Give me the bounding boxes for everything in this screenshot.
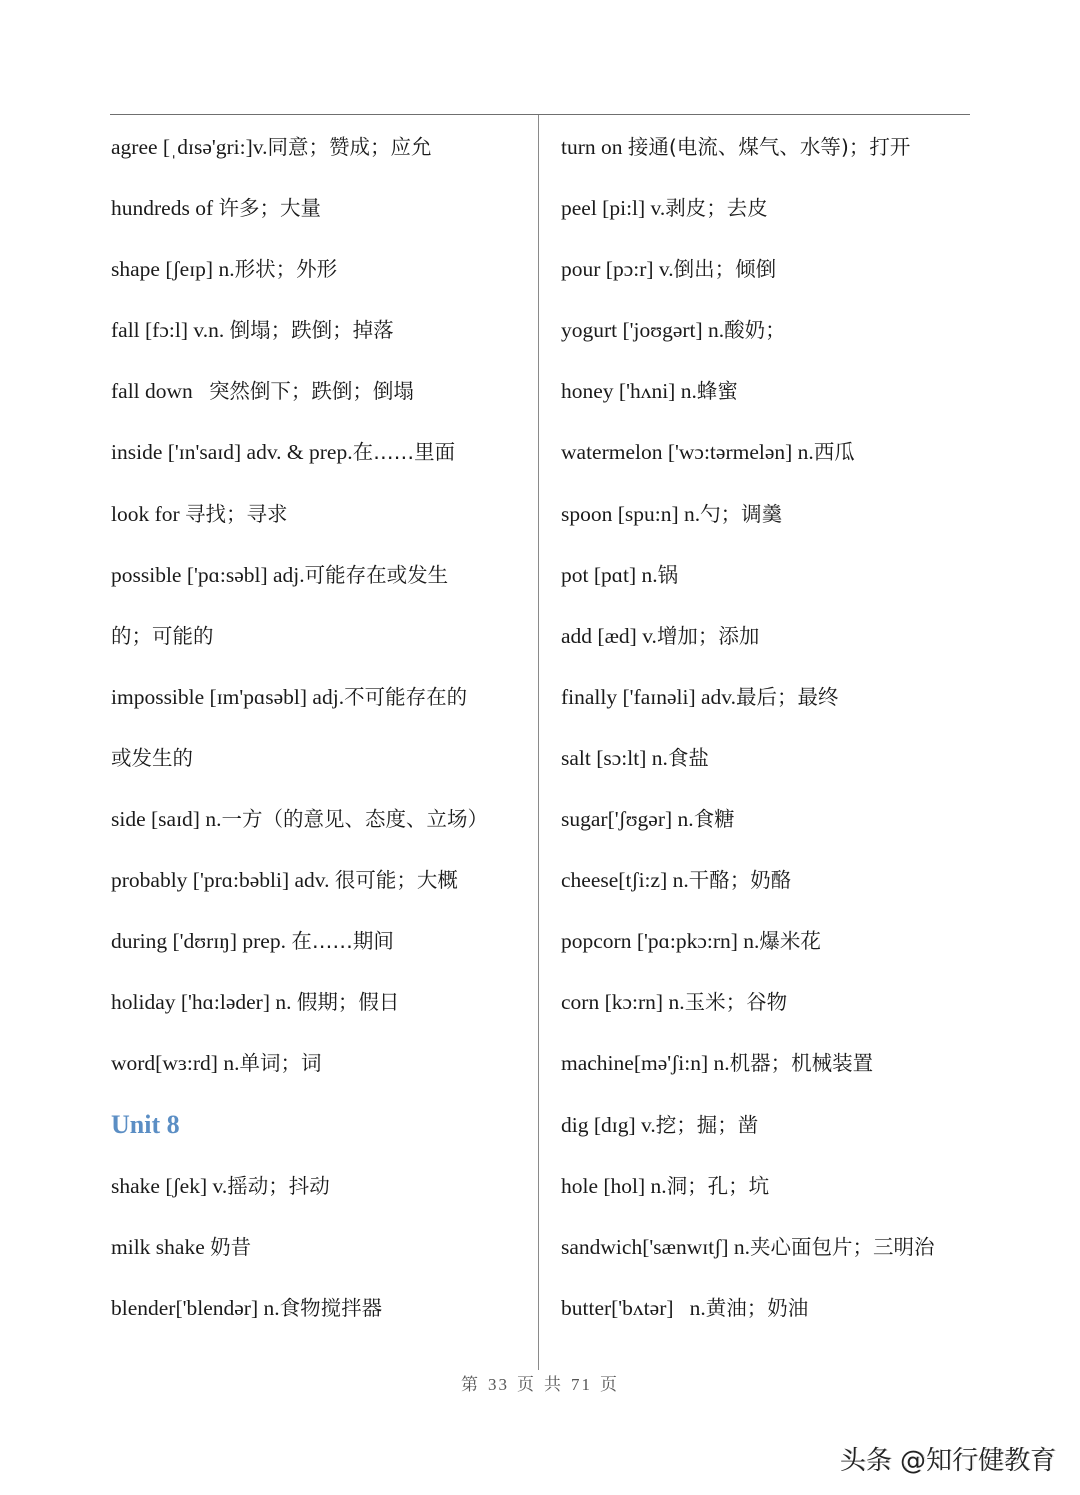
vocab-entry: shake [ʃek] v.摇动；抖动 (111, 1173, 330, 1198)
vocab-entry: word[wɜ:rd] n.单词；词 (111, 1051, 322, 1076)
vocab-entry-continuation: 的；可能的 (111, 623, 214, 648)
vocab-entry: probably ['prɑ:bəbli] adv. 很可能；大概 (111, 868, 458, 893)
vocab-entry: finally ['faɪnəli] adv.最后；最终 (561, 684, 839, 709)
vocab-entry: fall down 突然倒下；跌倒；倒塌 (111, 379, 414, 404)
vocab-entry: watermelon ['wɔ:tərmelən] n.西瓜 (561, 440, 855, 465)
vocab-entry: cheese[tʃi:z] n.干酪；奶酪 (561, 868, 792, 893)
vocab-entry: butter['bʌtər] n.黄油；奶油 (561, 1295, 809, 1320)
vocab-entry: holiday ['hɑ:ləder] n. 假期；假日 (111, 990, 400, 1015)
vocab-entry: hundreds of 许多；大量 (111, 196, 321, 221)
vocab-entry: popcorn ['pɑ:pkɔ:rn] n.爆米花 (561, 929, 821, 954)
vocab-entry: dig [dɪg] v.挖；掘；凿 (561, 1112, 759, 1137)
vocab-entry: salt [sɔ:lt] n.食盐 (561, 745, 709, 770)
unit-heading: Unit 8 (111, 1109, 180, 1139)
vocab-entry: spoon [spu:n] n.勺；调羹 (561, 501, 783, 526)
column-divider (538, 115, 539, 1370)
vocab-entry: hole [hol] n.洞；孔；坑 (561, 1173, 770, 1198)
vocab-entry: pour [pɔ:r] v.倒出；倾倒 (561, 257, 777, 282)
vocab-entry: during ['dʊrɪŋ] prep. 在……期间 (111, 929, 394, 954)
vocab-entry: peel [pi:l] v.剥皮；去皮 (561, 196, 768, 221)
vocab-entry: corn [kɔ:rn] n.玉米；谷物 (561, 990, 788, 1015)
vocab-entry: possible ['pɑ:səbl] adj.可能存在或发生 (111, 562, 449, 587)
vocab-entry-continuation: 或发生的 (111, 745, 193, 770)
vocab-entry: agree [ˌdɪsə'gri:]v.同意；赞成；应允 (111, 135, 432, 159)
vocab-entry: turn on 接通(电流、煤气、水等)；打开 (561, 135, 911, 159)
right-column (561, 118, 976, 1340)
vocab-entry: pot [pɑt] n.锅 (561, 562, 679, 587)
vocab-entry: honey ['hʌni] n.蜂蜜 (561, 379, 738, 404)
vocab-entry: fall [fɔ:l] v.n. 倒塌；跌倒；掉落 (111, 318, 394, 343)
vocab-entry: look for 寻找；寻求 (111, 501, 288, 526)
page-number-footer: 第 33 页 共 71 页 (461, 1375, 619, 1394)
left-column (111, 118, 531, 1340)
vocab-entry: impossible [ɪm'pɑsəbl] adj.不可能存在的 (111, 684, 468, 709)
vocab-entry: yogurt ['joʊgərt] n.酸奶； (561, 318, 786, 343)
vocab-entry: inside ['ɪn'saɪd] adv. & prep.在……里面 (111, 440, 456, 465)
vocab-entry: side [saɪd] n.一方（的意见、态度、立场） (111, 807, 488, 832)
vocab-entry: add [æd] v.增加；添加 (561, 623, 760, 648)
vocab-entry: sugar['ʃʊgər] n.食糖 (561, 807, 735, 832)
vocab-entry: milk shake 奶昔 (111, 1234, 252, 1259)
vocab-entry: blender['blendər] n.食物搅拌器 (111, 1295, 383, 1320)
vocab-entry: sandwich['sænwɪtʃ] n.夹心面包片；三明治 (561, 1234, 935, 1259)
current-page: 33 (488, 1375, 509, 1394)
vocab-entry: shape [ʃeɪp] n.形状；外形 (111, 257, 338, 282)
total-pages: 71 (571, 1375, 592, 1394)
vocab-entry: machine[mə'ʃi:n] n.机器；机械装置 (561, 1051, 874, 1076)
top-rule (110, 114, 970, 115)
watermark: 头条 @知行健教育 (839, 1446, 1056, 1476)
